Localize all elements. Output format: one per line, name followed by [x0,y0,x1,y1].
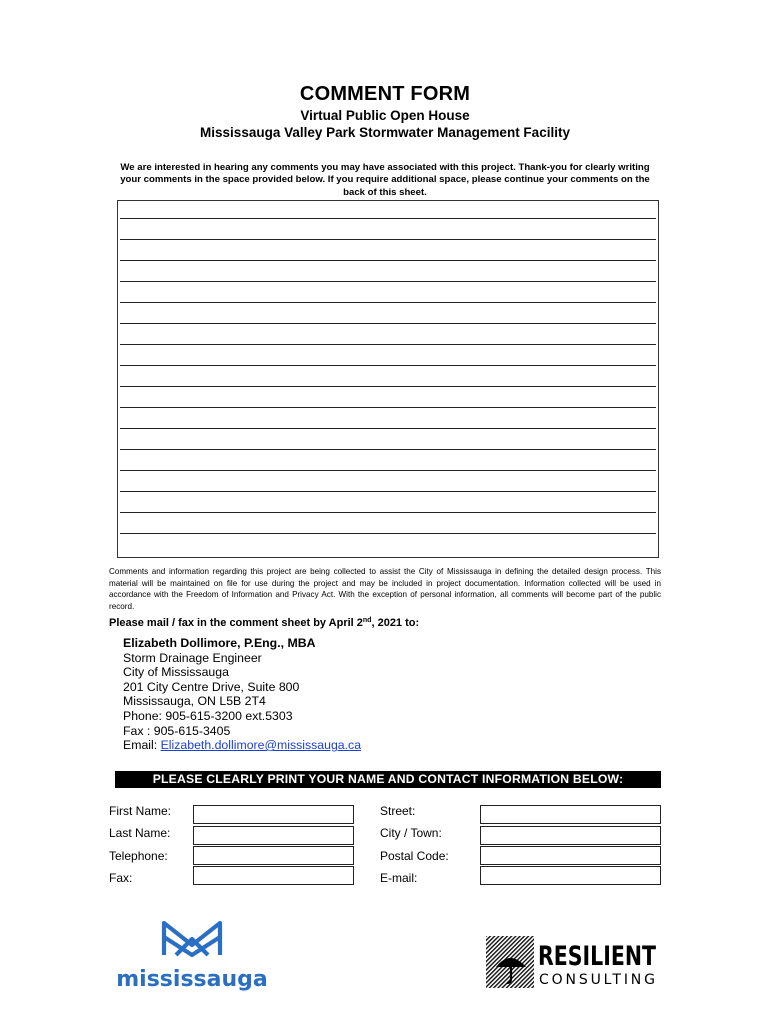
intro-text: We are interested in hearing any comments you may have associated with this project. Thank-you for clearly writing your comments in the space provided below. If you require additional space, please continue your comments on the back of this sheet. [120,162,650,198]
telephone-label: Telephone: [109,849,168,863]
comment-line [120,344,656,345]
privacy-notice: Comments and information regarding this project are being collected to assist the City of Mississauga in defining the detailed design process. This material will be maintained on file for use during the project and may be included in project documentation. Information collected will be used in accordance with the Freedom of Information and Privacy Act. With the exception of personal information, all comments will become part of the public record. [109,567,661,611]
comment-line [120,365,656,366]
email-label: E-mail: [380,871,418,885]
contact-email-link[interactable]: Elizabeth.dollimore@mississauga.ca [160,738,362,753]
contact-info-banner: PLEASE CLEARLY PRINT YOUR NAME AND CONTACT INFORMATION BELOW: [115,771,661,788]
comment-line [120,407,656,408]
contact-fax: Fax : 905-615-3405 [123,723,231,738]
contact-email-row [123,738,361,753]
comment-line [120,281,656,282]
comment-area[interactable] [117,200,659,558]
fax-label: Fax: [109,871,133,885]
first-name-label: First Name: [109,804,172,818]
comment-line [120,260,656,261]
comment-line [120,533,656,534]
comment-line [120,491,656,492]
resilient-logo-mark [484,933,664,993]
contact-role: Storm Drainage Engineer [123,650,262,665]
comment-line [120,386,656,387]
postal-code-field[interactable] [480,846,661,865]
subtitle-project: Mississauga Valley Park Stormwater Management Facility [200,125,570,140]
comment-line [120,428,656,429]
street-field[interactable] [480,805,661,824]
contact-phone: Phone: 905-615-3200 ext.5303 [123,708,293,723]
first-name-field[interactable] [193,805,354,824]
resilient-wordmark: RESILIENT [538,941,657,972]
contact-org: City of Mississauga [123,665,229,680]
consulting-wordmark: CONSULTING [539,972,655,988]
mississauga-wordmark: mississauga [116,967,268,992]
subtitle-event: Virtual Public Open House [300,108,470,123]
contact-city: Mississauga, ON L5B 2T4 [123,694,266,709]
mail-text-end: , 2021 to: [371,617,420,629]
comment-line [120,449,656,450]
last-name-label: Last Name: [109,826,171,840]
resilient-consulting-logo [484,933,664,998]
comment-line [120,218,656,219]
email-field[interactable] [480,866,661,885]
city-field[interactable] [480,826,661,845]
street-label: Street: [380,804,416,818]
comment-line [120,470,656,471]
fax-field[interactable] [193,866,354,885]
mississauga-logo [116,915,268,995]
contact-email-label: Email: [123,738,161,753]
comment-line [120,239,656,240]
last-name-field[interactable] [193,826,354,845]
mail-ordinal: nd [362,617,372,624]
telephone-field[interactable] [193,846,354,865]
mississauga-logo-mark [116,915,268,992]
mailing-address [123,636,361,753]
city-label: City / Town: [380,826,442,840]
postal-code-label: Postal Code: [380,849,449,863]
contact-name: Elizabeth Dollimore, P.Eng., MBA [123,636,316,650]
comment-line [120,512,656,513]
comment-line [120,302,656,303]
comment-line [120,323,656,324]
mail-instructions [109,617,419,629]
mail-text-start: Please mail / fax in the comment sheet by April 2 [109,617,363,629]
page-title: COMMENT FORM [299,83,471,105]
contact-street: 201 City Centre Drive, Suite 800 [123,679,300,694]
